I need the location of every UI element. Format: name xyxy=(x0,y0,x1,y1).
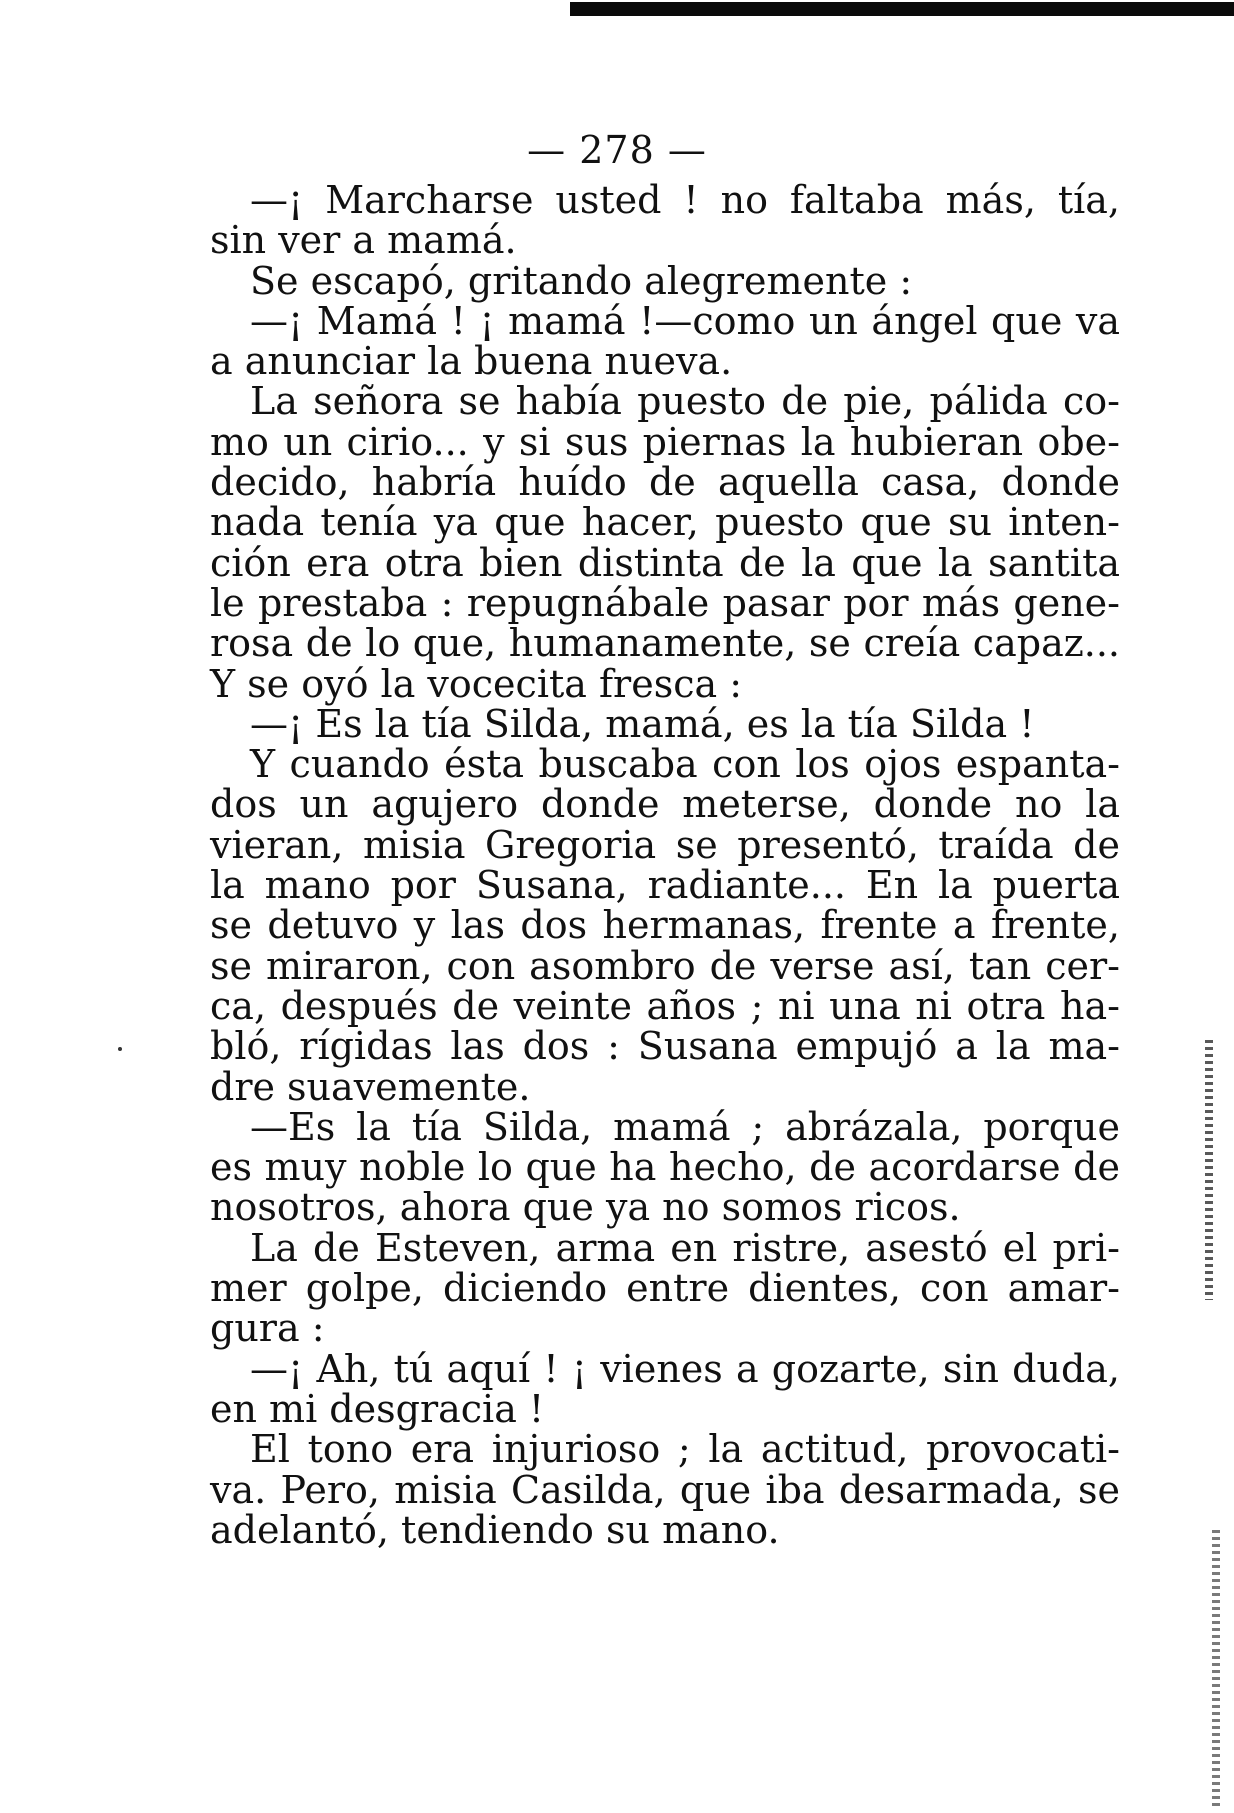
text-line: La de Esteven, arma en ristre, asestó el pri- xyxy=(250,1225,1120,1270)
binding-shadow-marks-lower xyxy=(1212,1530,1220,1810)
text-line: bló, rígidas las dos : Susana empujó a la ma- xyxy=(210,1024,1120,1069)
text-line: —¡ Marcharse usted ! no faltaba más, tía, xyxy=(250,178,1120,222)
text-line: Y cuando ésta buscaba con los ojos espanta- xyxy=(250,742,1120,787)
text-line: va. Pero, misia Casilda, que iba desarmada, se xyxy=(210,1467,1120,1512)
text-line: le prestaba : repugnábale pasar por más gene- xyxy=(210,580,1120,625)
text-line: Y se oyó la vocecita fresca : xyxy=(210,661,743,706)
text-line: es muy noble lo que ha hecho, de acordarse de xyxy=(210,1145,1120,1190)
text-line: decido, habría huído de aquella casa, donde xyxy=(210,460,1120,505)
text-line: ca, después de veinte años ; ni una ni otra ha- xyxy=(210,983,1120,1028)
text-line: dre suavemente. xyxy=(210,1064,531,1109)
ink-speck xyxy=(118,1047,122,1051)
text-line: mer golpe, diciendo entre dientes, con amar- xyxy=(210,1266,1120,1311)
text-line: nada tenía ya que hacer, puesto que su inten- xyxy=(210,500,1120,545)
text-line: adelantó, tendiendo su mano. xyxy=(210,1507,780,1552)
binding-shadow-marks xyxy=(1205,1040,1213,1300)
text-line: en mi desgracia ! xyxy=(210,1386,545,1431)
text-line: a anunciar la buena nueva. xyxy=(210,339,733,384)
body-text xyxy=(210,180,1120,1550)
page-number: — 278 — xyxy=(527,128,707,172)
text-line: El tono era injurioso ; la actitud, provocati- xyxy=(250,1427,1120,1472)
text-line: Se escapó, gritando alegremente : xyxy=(250,258,913,303)
text-line: rosa de lo que, humanamente, se creía capaz... xyxy=(210,621,1120,666)
text-line: gura : xyxy=(210,1306,325,1351)
text-line: sin ver a mamá. xyxy=(210,218,517,263)
text-line: dos un agujero donde meterse, donde no la xyxy=(210,782,1120,827)
text-line: se detuvo y las dos hermanas, frente a frente, xyxy=(210,903,1120,948)
top-edge-rule xyxy=(570,2,1234,16)
text-line: ción era otra bien distinta de la que la santita xyxy=(210,540,1120,585)
text-line: mo un cirio... y si sus piernas la hubieran obe- xyxy=(210,419,1120,464)
text-line: —Es la tía Silda, mamá ; abrázala, porque xyxy=(250,1104,1120,1149)
text-line: —¡ Es la tía Silda, mamá, es la tía Silda ! xyxy=(250,701,1035,746)
text-line: La señora se había puesto de pie, pálida co- xyxy=(250,379,1120,424)
text-line: se miraron, con asombro de verse así, tan cer- xyxy=(210,943,1120,988)
text-line: nosotros, ahora que ya no somos ricos. xyxy=(210,1185,961,1230)
text-line: —¡ Ah, tú aquí ! ¡ vienes a gozarte, sin duda, xyxy=(250,1346,1120,1391)
text-line: vieran, misia Gregoria se presentó, traída de xyxy=(210,822,1120,867)
text-line: —¡ Mamá ! ¡ mamá !—como un ángel que va xyxy=(250,298,1120,343)
text-line: la mano por Susana, radiante... En la puerta xyxy=(210,863,1120,908)
